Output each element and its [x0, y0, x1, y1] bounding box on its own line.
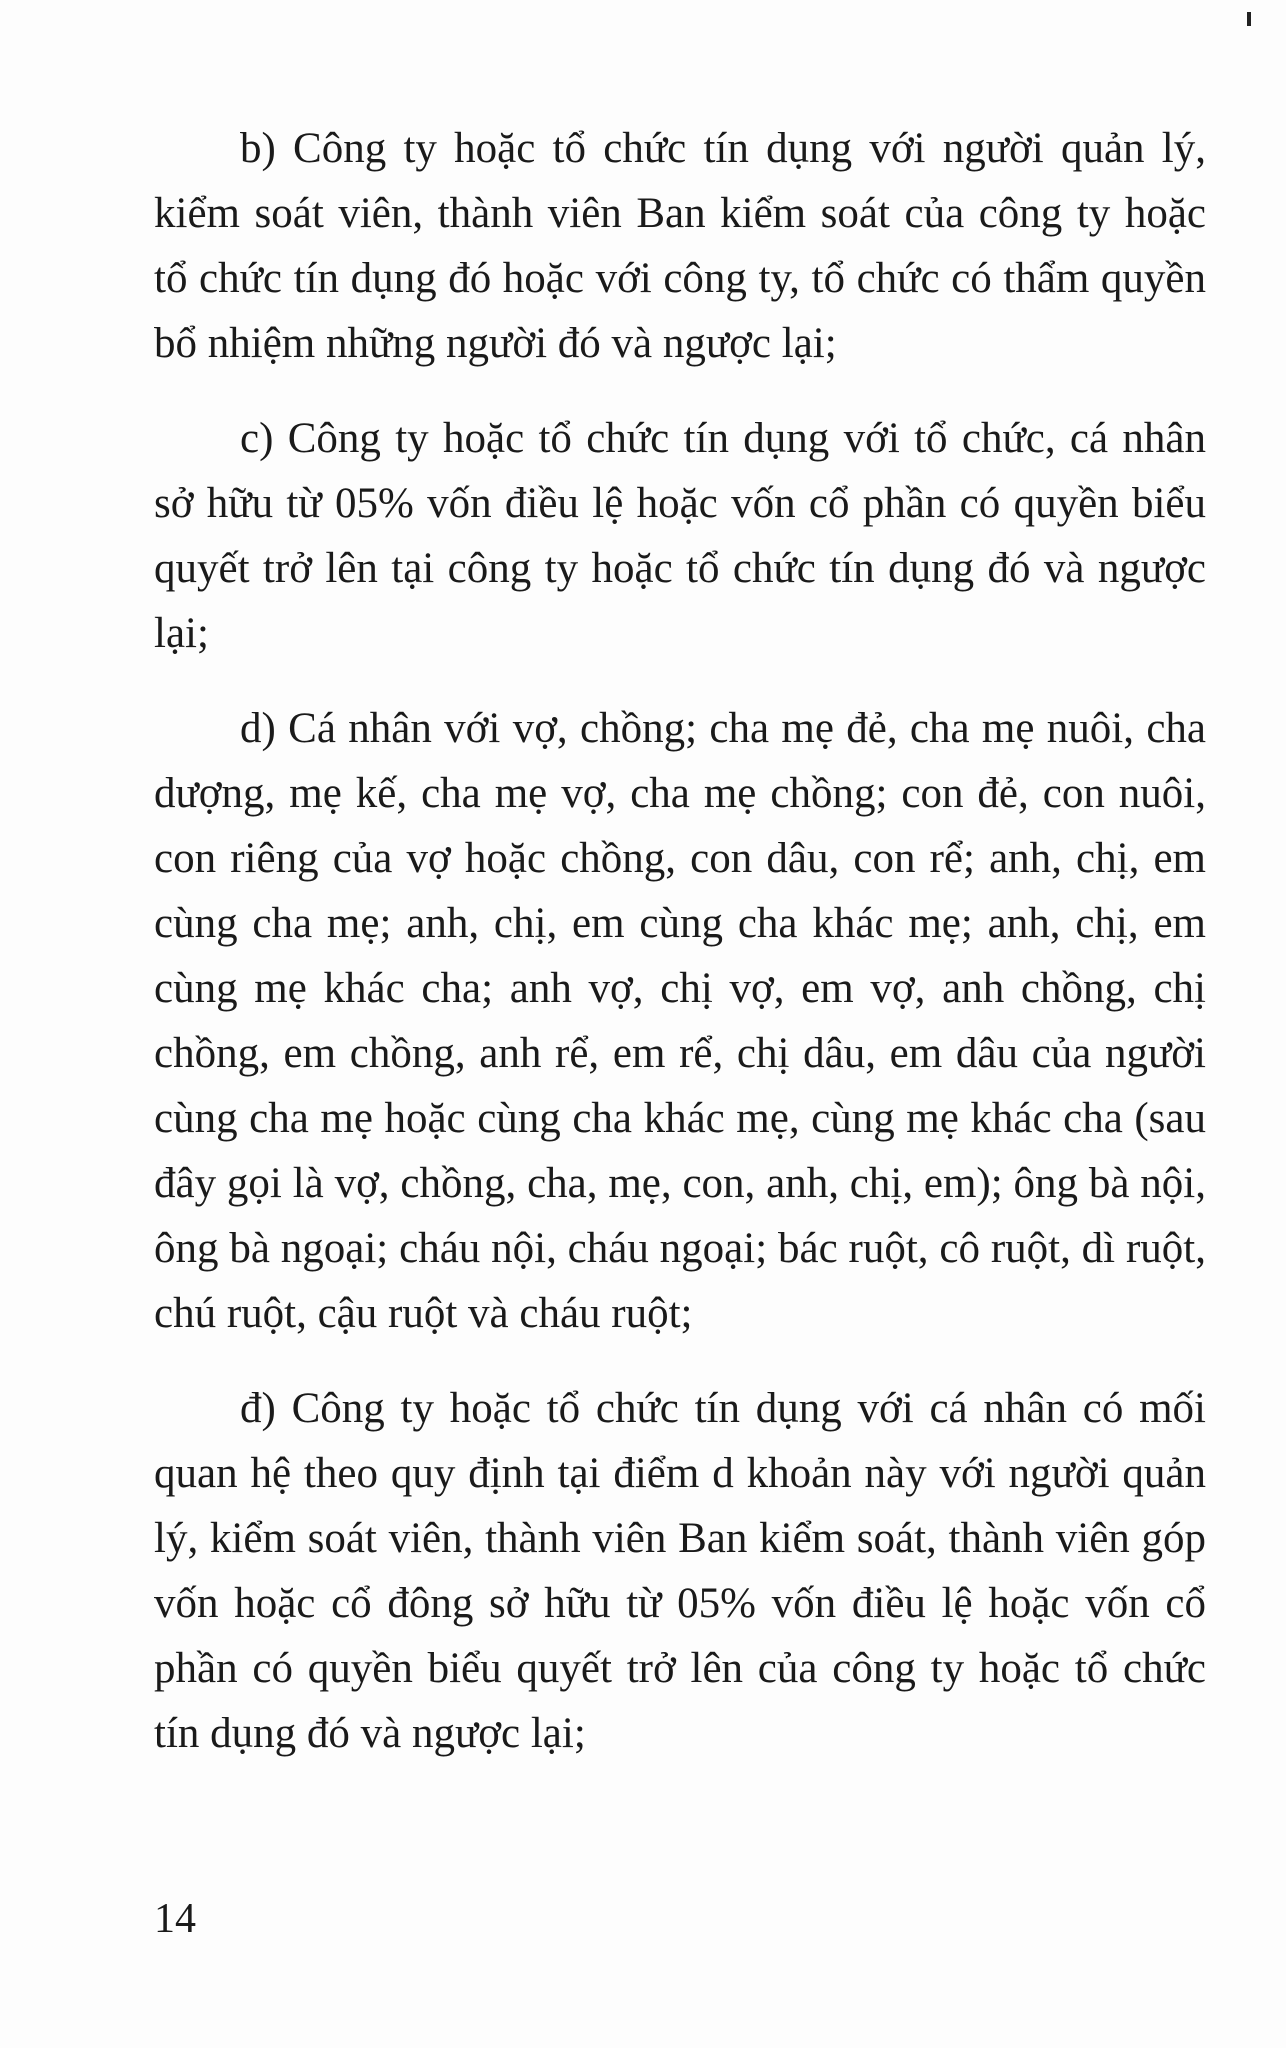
paragraph-dd: đ) Công ty hoặc tổ chức tín dụng với cá nhân có mối quan hệ theo quy định tại điểm d khoản này với người quản lý, kiểm soát viên, thành viên Ban kiểm soát, thành viên góp vốn hoặc cổ đông sở hữu từ 05% vốn điều lệ hoặc vốn cổ phần có quyền biểu quyết trở lên của công ty hoặc tổ chức tín dụng đó và ngược lại; — [154, 1385, 1206, 1757]
page-number: 14 — [154, 1896, 196, 1942]
paragraph-b: b) Công ty hoặc tổ chức tín dụng với người quản lý, kiểm soát viên, thành viên Ban kiểm soát của công ty hoặc tổ chức tín dụng đó hoặc với công ty, tổ chức có thẩm quyền bổ nhiệm những người đó và ngược lại; — [154, 125, 1206, 367]
paragraph-d: d) Cá nhân với vợ, chồng; cha mẹ đẻ, cha mẹ nuôi, cha dượng, mẹ kế, cha mẹ vợ, cha mẹ chồng; con đẻ, con nuôi, con riêng của vợ hoặc chồng, con dâu, con rể; anh, chị, em cùng cha mẹ; anh, chị, em cùng cha khác mẹ; anh, chị, em cùng mẹ khác cha; anh vợ, chị vợ, em vợ, anh chồng, chị chồng, em chồng, anh rể, em rể, chị dâu, em dâu của người cùng cha mẹ hoặc cùng cha khác mẹ, cùng mẹ khác cha (sau đây gọi là vợ, chồng, cha, mẹ, con, anh, chị, em); ông bà nội, ông bà ngoại; cháu nội, cháu ngoại; bác ruột, cô ruột, dì ruột, chú ruột, cậu ruột và cháu ruột; — [154, 705, 1206, 1337]
scan-mark — [1247, 12, 1251, 26]
body-text — [154, 116, 1206, 1796]
paragraph-c: c) Công ty hoặc tổ chức tín dụng với tổ chức, cá nhân sở hữu từ 05% vốn điều lệ hoặc vốn cổ phần có quyền biểu quyết trở lên tại công ty hoặc tổ chức tín dụng đó và ngược lại; — [154, 415, 1206, 657]
